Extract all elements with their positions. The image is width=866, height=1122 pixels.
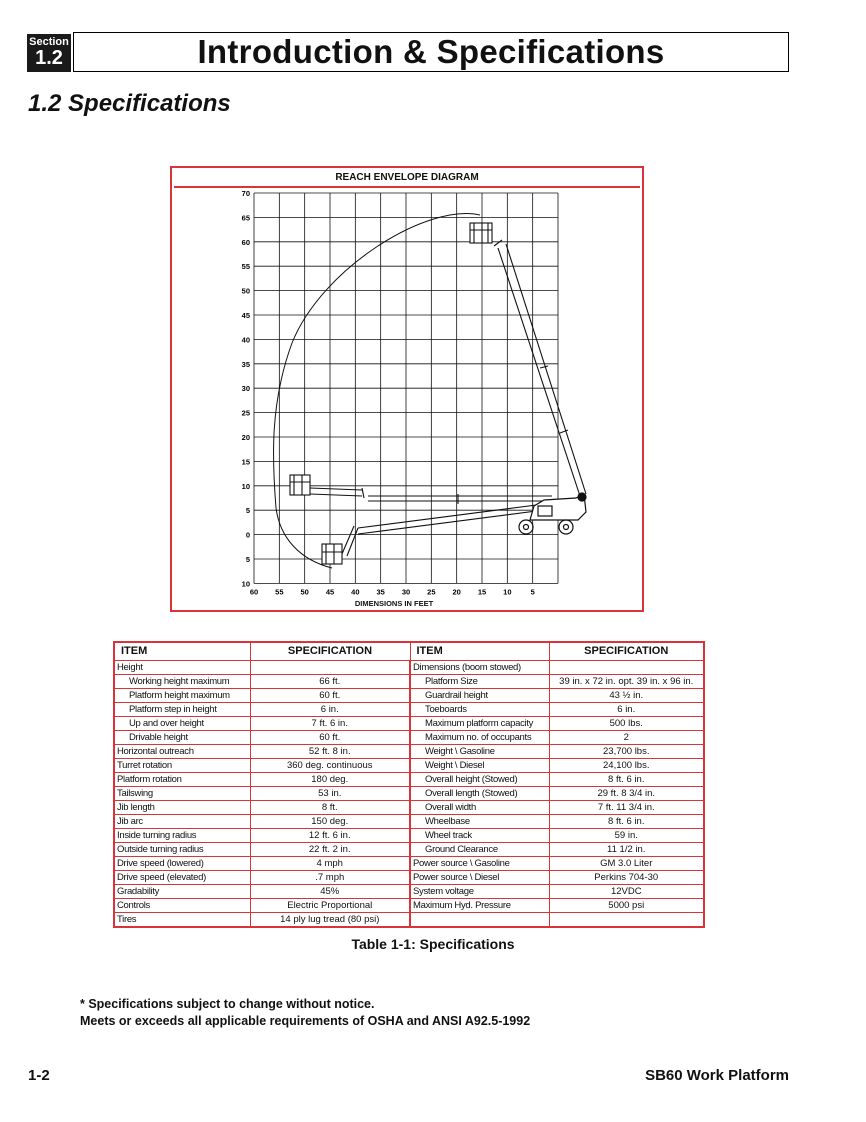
item-cell: Weight \ Diesel xyxy=(410,759,549,773)
item-cell: Overall height (Stowed) xyxy=(410,773,549,787)
item-cell: Working height maximum xyxy=(114,675,250,689)
spec-cell: 59 in. xyxy=(549,829,704,843)
diagram-x-ticks xyxy=(250,587,535,596)
item-cell: Power source \ Gasoline xyxy=(410,857,549,871)
page-title: Introduction & Specifications xyxy=(197,33,665,70)
specifications-table xyxy=(113,641,705,928)
table-row xyxy=(114,801,704,815)
table-caption: Table 1-1: Specifications xyxy=(351,936,515,952)
item-cell xyxy=(410,913,549,928)
item-cell: Platform rotation xyxy=(114,773,250,787)
table-row xyxy=(114,759,704,773)
table-row xyxy=(114,689,704,703)
spec-cell xyxy=(549,913,704,928)
machine-base xyxy=(519,493,586,534)
item-cell: Overall length (Stowed) xyxy=(410,787,549,801)
boom-horizontal-position xyxy=(290,475,552,504)
y-tick-label: 0 xyxy=(245,530,250,540)
y-tick-label: 25 xyxy=(241,408,250,418)
x-tick-label: 55 xyxy=(275,587,284,597)
y-tick-label: 30 xyxy=(241,384,250,394)
item-cell: Ground Clearance xyxy=(410,843,549,857)
spec-cell: 12VDC xyxy=(549,885,704,899)
table-row xyxy=(114,703,704,717)
y-tick-label: 70 xyxy=(241,189,250,198)
spec-cell: .7 mph xyxy=(250,871,410,885)
spec-cell: Electric Proportional xyxy=(250,899,410,913)
spec-cell: 12 ft. 6 in. xyxy=(250,829,410,843)
spec-cell: 8 ft. xyxy=(250,801,410,815)
spec-cell: GM 3.0 Liter xyxy=(549,857,704,871)
diagram-x-label: DIMENSIONS IN FEET xyxy=(354,599,434,608)
y-tick-label: 35 xyxy=(241,359,250,369)
section-badge-number: 1.2 xyxy=(35,47,63,69)
spec-cell: 150 deg. xyxy=(250,815,410,829)
item-cell: Guardrail height xyxy=(410,689,549,703)
column-header-spec-1: SPECIFICATION xyxy=(250,642,410,661)
table-row xyxy=(114,717,704,731)
spec-cell: 43 ½ in. xyxy=(549,689,704,703)
diagram-grid xyxy=(254,193,558,583)
boom-elevated-position xyxy=(470,223,586,496)
spec-cell: 29 ft. 8 3/4 in. xyxy=(549,787,704,801)
spec-cell: 5000 psi xyxy=(549,899,704,913)
item-cell: Tires xyxy=(114,913,250,928)
item-cell: Wheelbase xyxy=(410,815,549,829)
table-row xyxy=(114,787,704,801)
spec-cell: 6 in. xyxy=(250,703,410,717)
note-compliance: Meets or exceeds all applicable requirements of OSHA and ANSI A92.5-1992 xyxy=(80,1014,531,1028)
item-cell: Gradability xyxy=(114,885,250,899)
item-cell: Controls xyxy=(114,899,250,913)
table-row xyxy=(114,661,704,675)
y-tick-label: 65 xyxy=(241,213,250,223)
table-row xyxy=(114,773,704,787)
item-cell: Jib length xyxy=(114,801,250,815)
item-cell: Turret rotation xyxy=(114,759,250,773)
item-cell: Maximum platform capacity xyxy=(410,717,549,731)
item-cell: Weight \ Gasoline xyxy=(410,745,549,759)
diagram-y-ticks xyxy=(242,189,250,588)
table-row xyxy=(114,731,704,745)
x-tick-label: 35 xyxy=(376,587,385,597)
y-tick-label: 5 xyxy=(245,555,250,564)
section-badge-word: Section xyxy=(29,36,69,48)
table-row xyxy=(114,885,704,899)
spec-cell: 52 ft. 8 in. xyxy=(250,745,410,759)
y-tick-label: 50 xyxy=(241,286,250,296)
section-badge xyxy=(27,34,71,72)
item-cell: Overall width xyxy=(410,801,549,815)
diagram-title: REACH ENVELOPE DIAGRAM xyxy=(174,170,640,188)
spec-cell: 66 ft. xyxy=(250,675,410,689)
page-title-box xyxy=(73,32,789,72)
item-cell: Up and over height xyxy=(114,717,250,731)
x-tick-label: 45 xyxy=(325,587,335,597)
spec-cell: 53 in. xyxy=(250,787,410,801)
x-tick-label: 5 xyxy=(530,587,535,597)
y-tick-label: 15 xyxy=(241,457,250,467)
spec-cell: 2 xyxy=(549,731,704,745)
section-subheading: 1.2 Specifications xyxy=(28,90,231,117)
item-cell: Horizontal outreach xyxy=(114,745,250,759)
item-cell: Wheel track xyxy=(410,829,549,843)
spec-cell: 6 in. xyxy=(549,703,704,717)
spec-cell: 7 ft. 6 in. xyxy=(250,717,410,731)
spec-cell xyxy=(549,661,704,675)
reach-envelope-drawing xyxy=(172,168,642,610)
item-cell: Platform Size xyxy=(410,675,549,689)
spec-cell: 8 ft. 6 in. xyxy=(549,773,704,787)
x-tick-label: 25 xyxy=(427,587,436,597)
item-cell: Platform height maximum xyxy=(114,689,250,703)
table-row xyxy=(114,815,704,829)
specifications-table-body xyxy=(114,661,704,928)
y-tick-label: 45 xyxy=(241,311,250,320)
y-tick-label: 20 xyxy=(241,433,250,442)
item-cell: Tailswing xyxy=(114,787,250,801)
table-header-row xyxy=(114,642,704,661)
table-row xyxy=(114,913,704,928)
table-row xyxy=(114,675,704,689)
note-change-notice: * Specifications subject to change without notice. xyxy=(80,997,375,1011)
item-cell: Maximum Hyd. Pressure xyxy=(410,899,549,913)
x-tick-label: 30 xyxy=(401,587,411,597)
item-cell: Height xyxy=(114,661,250,675)
y-tick-label: 10 xyxy=(241,481,250,491)
specification-notes xyxy=(80,996,530,1030)
column-header-item-2: ITEM xyxy=(410,642,549,661)
item-cell: Dimensions (boom stowed) xyxy=(410,661,549,675)
y-tick-label: 40 xyxy=(241,335,250,345)
table-row xyxy=(114,857,704,871)
column-header-spec-2: SPECIFICATION xyxy=(549,642,704,661)
item-cell: Outside turning radius xyxy=(114,843,250,857)
item-cell: Maximum no. of occupants xyxy=(410,731,549,745)
product-name: SB60 Work Platform xyxy=(645,1067,789,1084)
spec-cell: 39 in. x 72 in. opt. 39 in. x 96 in. xyxy=(549,675,704,689)
spec-cell xyxy=(250,661,410,675)
spec-cell: 360 deg. continuous xyxy=(250,759,410,773)
item-cell: Inside turning radius xyxy=(114,829,250,843)
spec-cell: 22 ft. 2 in. xyxy=(250,843,410,857)
spec-cell: 500 lbs. xyxy=(549,717,704,731)
y-tick-label: 55 xyxy=(241,262,250,272)
y-tick-label: 10 xyxy=(241,579,250,589)
spec-cell: Perkins 704-30 xyxy=(549,871,704,885)
item-cell: Jib arc xyxy=(114,815,250,829)
y-tick-label: 5 xyxy=(245,506,250,516)
table-row xyxy=(114,829,704,843)
spec-cell: 7 ft. 11 3/4 in. xyxy=(549,801,704,815)
spec-cell: 24,100 lbs. xyxy=(549,759,704,773)
spec-cell: 11 1/2 in. xyxy=(549,843,704,857)
item-cell: Drivable height xyxy=(114,731,250,745)
spec-cell: 60 ft. xyxy=(250,689,410,703)
x-tick-label: 20 xyxy=(452,587,461,597)
x-tick-label: 10 xyxy=(503,587,512,597)
spec-cell: 45% xyxy=(250,885,410,899)
x-tick-label: 50 xyxy=(300,587,309,597)
item-cell: Drive speed (elevated) xyxy=(114,871,250,885)
item-cell: Power source \ Diesel xyxy=(410,871,549,885)
table-row xyxy=(114,871,704,885)
spec-cell: 8 ft. 6 in. xyxy=(549,815,704,829)
page-number: 1-2 xyxy=(28,1067,50,1084)
item-cell: System voltage xyxy=(410,885,549,899)
spec-cell: 14 ply lug tread (80 psi) xyxy=(250,913,410,928)
y-tick-label: 60 xyxy=(241,237,250,247)
spec-cell: 4 mph xyxy=(250,857,410,871)
spec-cell: 23,700 lbs. xyxy=(549,745,704,759)
spec-cell: 60 ft. xyxy=(250,731,410,745)
x-tick-label: 15 xyxy=(477,587,487,597)
table-row xyxy=(114,843,704,857)
spec-cell: 180 deg. xyxy=(250,773,410,787)
item-cell: Drive speed (lowered) xyxy=(114,857,250,871)
reach-envelope-diagram xyxy=(170,166,644,612)
item-cell: Toeboards xyxy=(410,703,549,717)
table-row xyxy=(114,745,704,759)
item-cell: Platform step in height xyxy=(114,703,250,717)
table-row xyxy=(114,899,704,913)
column-header-item-1: ITEM xyxy=(114,642,250,661)
x-tick-label: 40 xyxy=(351,587,360,597)
x-tick-label: 60 xyxy=(249,587,259,597)
